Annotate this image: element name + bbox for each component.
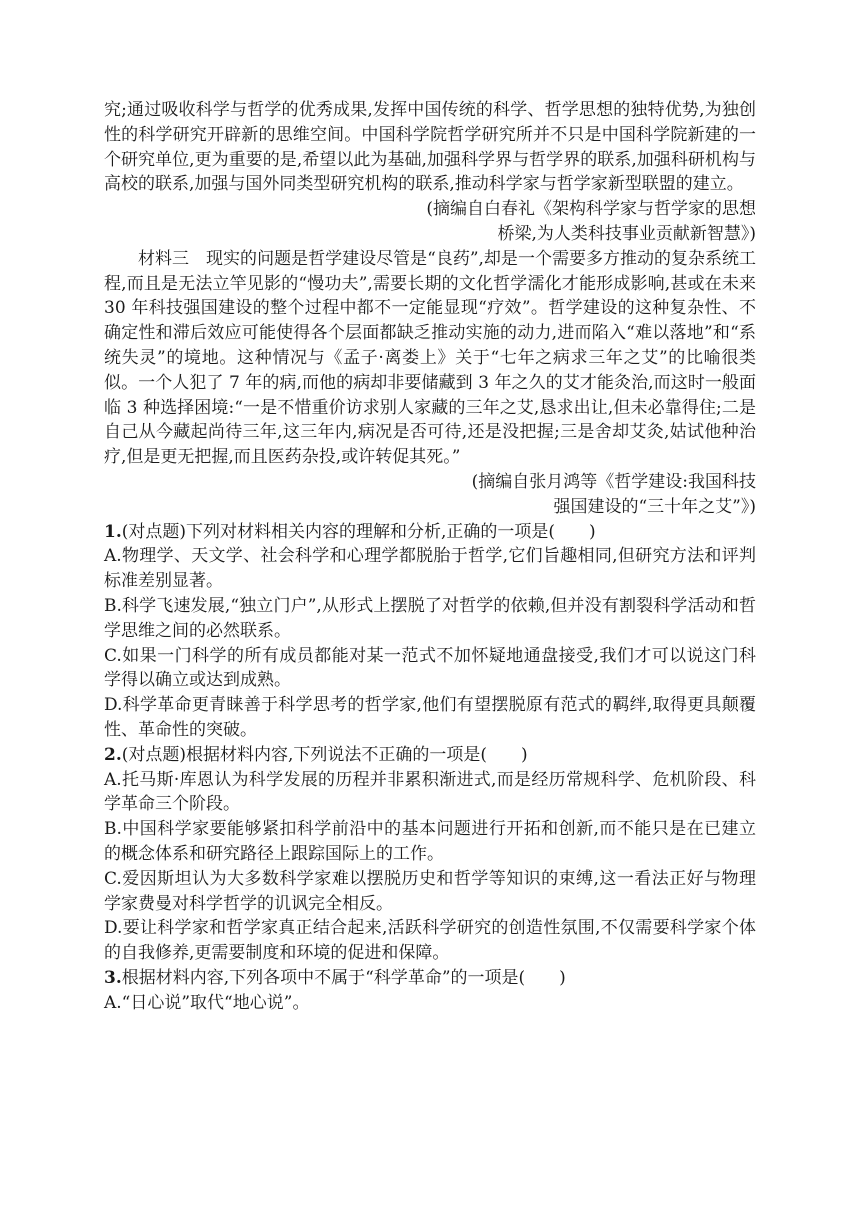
material2-source xyxy=(104,197,756,247)
question-stem xyxy=(104,966,756,991)
option-a: A.“日心说”取代“地心说”。 xyxy=(104,992,310,1013)
source-line: (摘编自张月鸿等《哲学建设:我国科技 xyxy=(471,471,756,492)
option-d: D.要让科学家和哲学家真正结合起来,活跃科学研究的创造性氛围,不仅需要科学家个体的自我修养,更需要制度和环境的促进和保障。 xyxy=(104,918,756,964)
question-2 xyxy=(104,743,756,966)
question-number: 3. xyxy=(104,967,122,988)
question-3 xyxy=(104,966,756,1016)
question-1 xyxy=(104,520,756,743)
material2-tail-paragraph: 究;通过吸收科学与哲学的优秀成果,发挥中国传统的科学、哲学思想的独特优势,为独创性的科学研究开辟新的思维空间。中国科学院哲学研究所并不只是中国科学院新建的一个研究单位,更为重要的是,希望以此为基础,加强科学界与哲学界的联系,加强科研机构与高校的联系,加强与国外同类型研究机构的联系,推动科学家与哲学家新型联盟的建立。 xyxy=(104,100,756,195)
question-number: 2. xyxy=(104,744,122,765)
question-stem-text: (对点题)根据材料内容,下列说法不正确的一项是( ) xyxy=(121,744,528,765)
option-a: A.托马斯·库恩认为科学发展的历程并非累积渐进式,而是经历常规科学、危机阶段、科学革命三个阶段。 xyxy=(104,769,756,815)
question-stem-text: (对点题)下列对材料相关内容的理解和分析,正确的一项是( ) xyxy=(121,521,596,542)
option-c: C.爱因斯坦认为大多数科学家难以摆脱历史和哲学等知识的束缚,这一看法正好与物理学家费曼对科学哲学的讥讽完全相反。 xyxy=(104,868,756,914)
question-stem xyxy=(104,520,756,545)
material3-paragraph xyxy=(104,247,756,470)
option-c: C.如果一门科学的所有成员都能对某一范式不加怀疑地通盘接受,我们才可以说这门科学得以确立或达到成熟。 xyxy=(104,645,756,691)
option-b: B.中国科学家要能够紧扣科学前沿中的基本问题进行开拓和创新,而不能只是在已建立的概念体系和研究路径上跟踪国际上的工作。 xyxy=(104,819,756,864)
document-page xyxy=(104,98,756,1015)
material3-source xyxy=(104,470,756,520)
question-number: 1. xyxy=(104,521,122,542)
question-stem-text: 根据材料内容,下列各项中不属于“科学革命”的一项是( ) xyxy=(121,967,566,988)
option-d: D.科学革命更青睐善于科学思考的哲学家,他们有望摆脱原有范式的羁绊,取得更具颠覆性、革命性的突破。 xyxy=(104,695,756,740)
material3-label: 材料三 xyxy=(138,248,190,269)
option-b: B.科学飞速发展,“独立门户”,从形式上摆脱了对哲学的依赖,但并没有割裂科学活动和哲学思维之间的必然联系。 xyxy=(104,595,756,641)
question-stem xyxy=(104,743,756,768)
source-line: 桥梁,为人类科技事业贡献新智慧》) xyxy=(497,223,756,244)
source-line: 强国建设的“三十年之艾”》) xyxy=(553,496,756,517)
option-a: A.物理学、天文学、社会科学和心理学都脱胎于哲学,它们旨趣相同,但研究方法和评判标准差别显著。 xyxy=(104,546,756,592)
source-line: (摘编自白春礼《架构科学家与哲学家的思想 xyxy=(426,199,756,220)
material3-text: 现实的问题是哲学建设尽管是“良药”,却是一个需要多方推动的复杂系统工程,而且是无法立竿见影的“慢功夫”,需要长期的文化哲学濡化才能形成影响,甚或在未来 30 年科技强国建设的整个过程中都不一定能显现“疗效”。哲学建设的这种复杂性、不确定性和滞后效应可能使得各个层面都缺乏推动实施的动力,进而陷入“难以落地”和“系统失灵”的境地。这种情况与《孟子·离娄上》关于“七年之病求三年之艾”的比喻很类似。一个人犯了 7 年的病,而他的病却非要储藏到 3 年之久的艾才能灸治,而这时一般面临 3 种选择困境:“一是不惜重价访求别人家藏的三年之艾,恳求出让,但未必靠得住;二是自己从今藏起尚待三年,这三年内,病况是否可待,还是没把握;三是舍却艾灸,姑试他种治疗,但是更无把握,而且医药杂投,或许转促其死。” xyxy=(104,248,757,468)
